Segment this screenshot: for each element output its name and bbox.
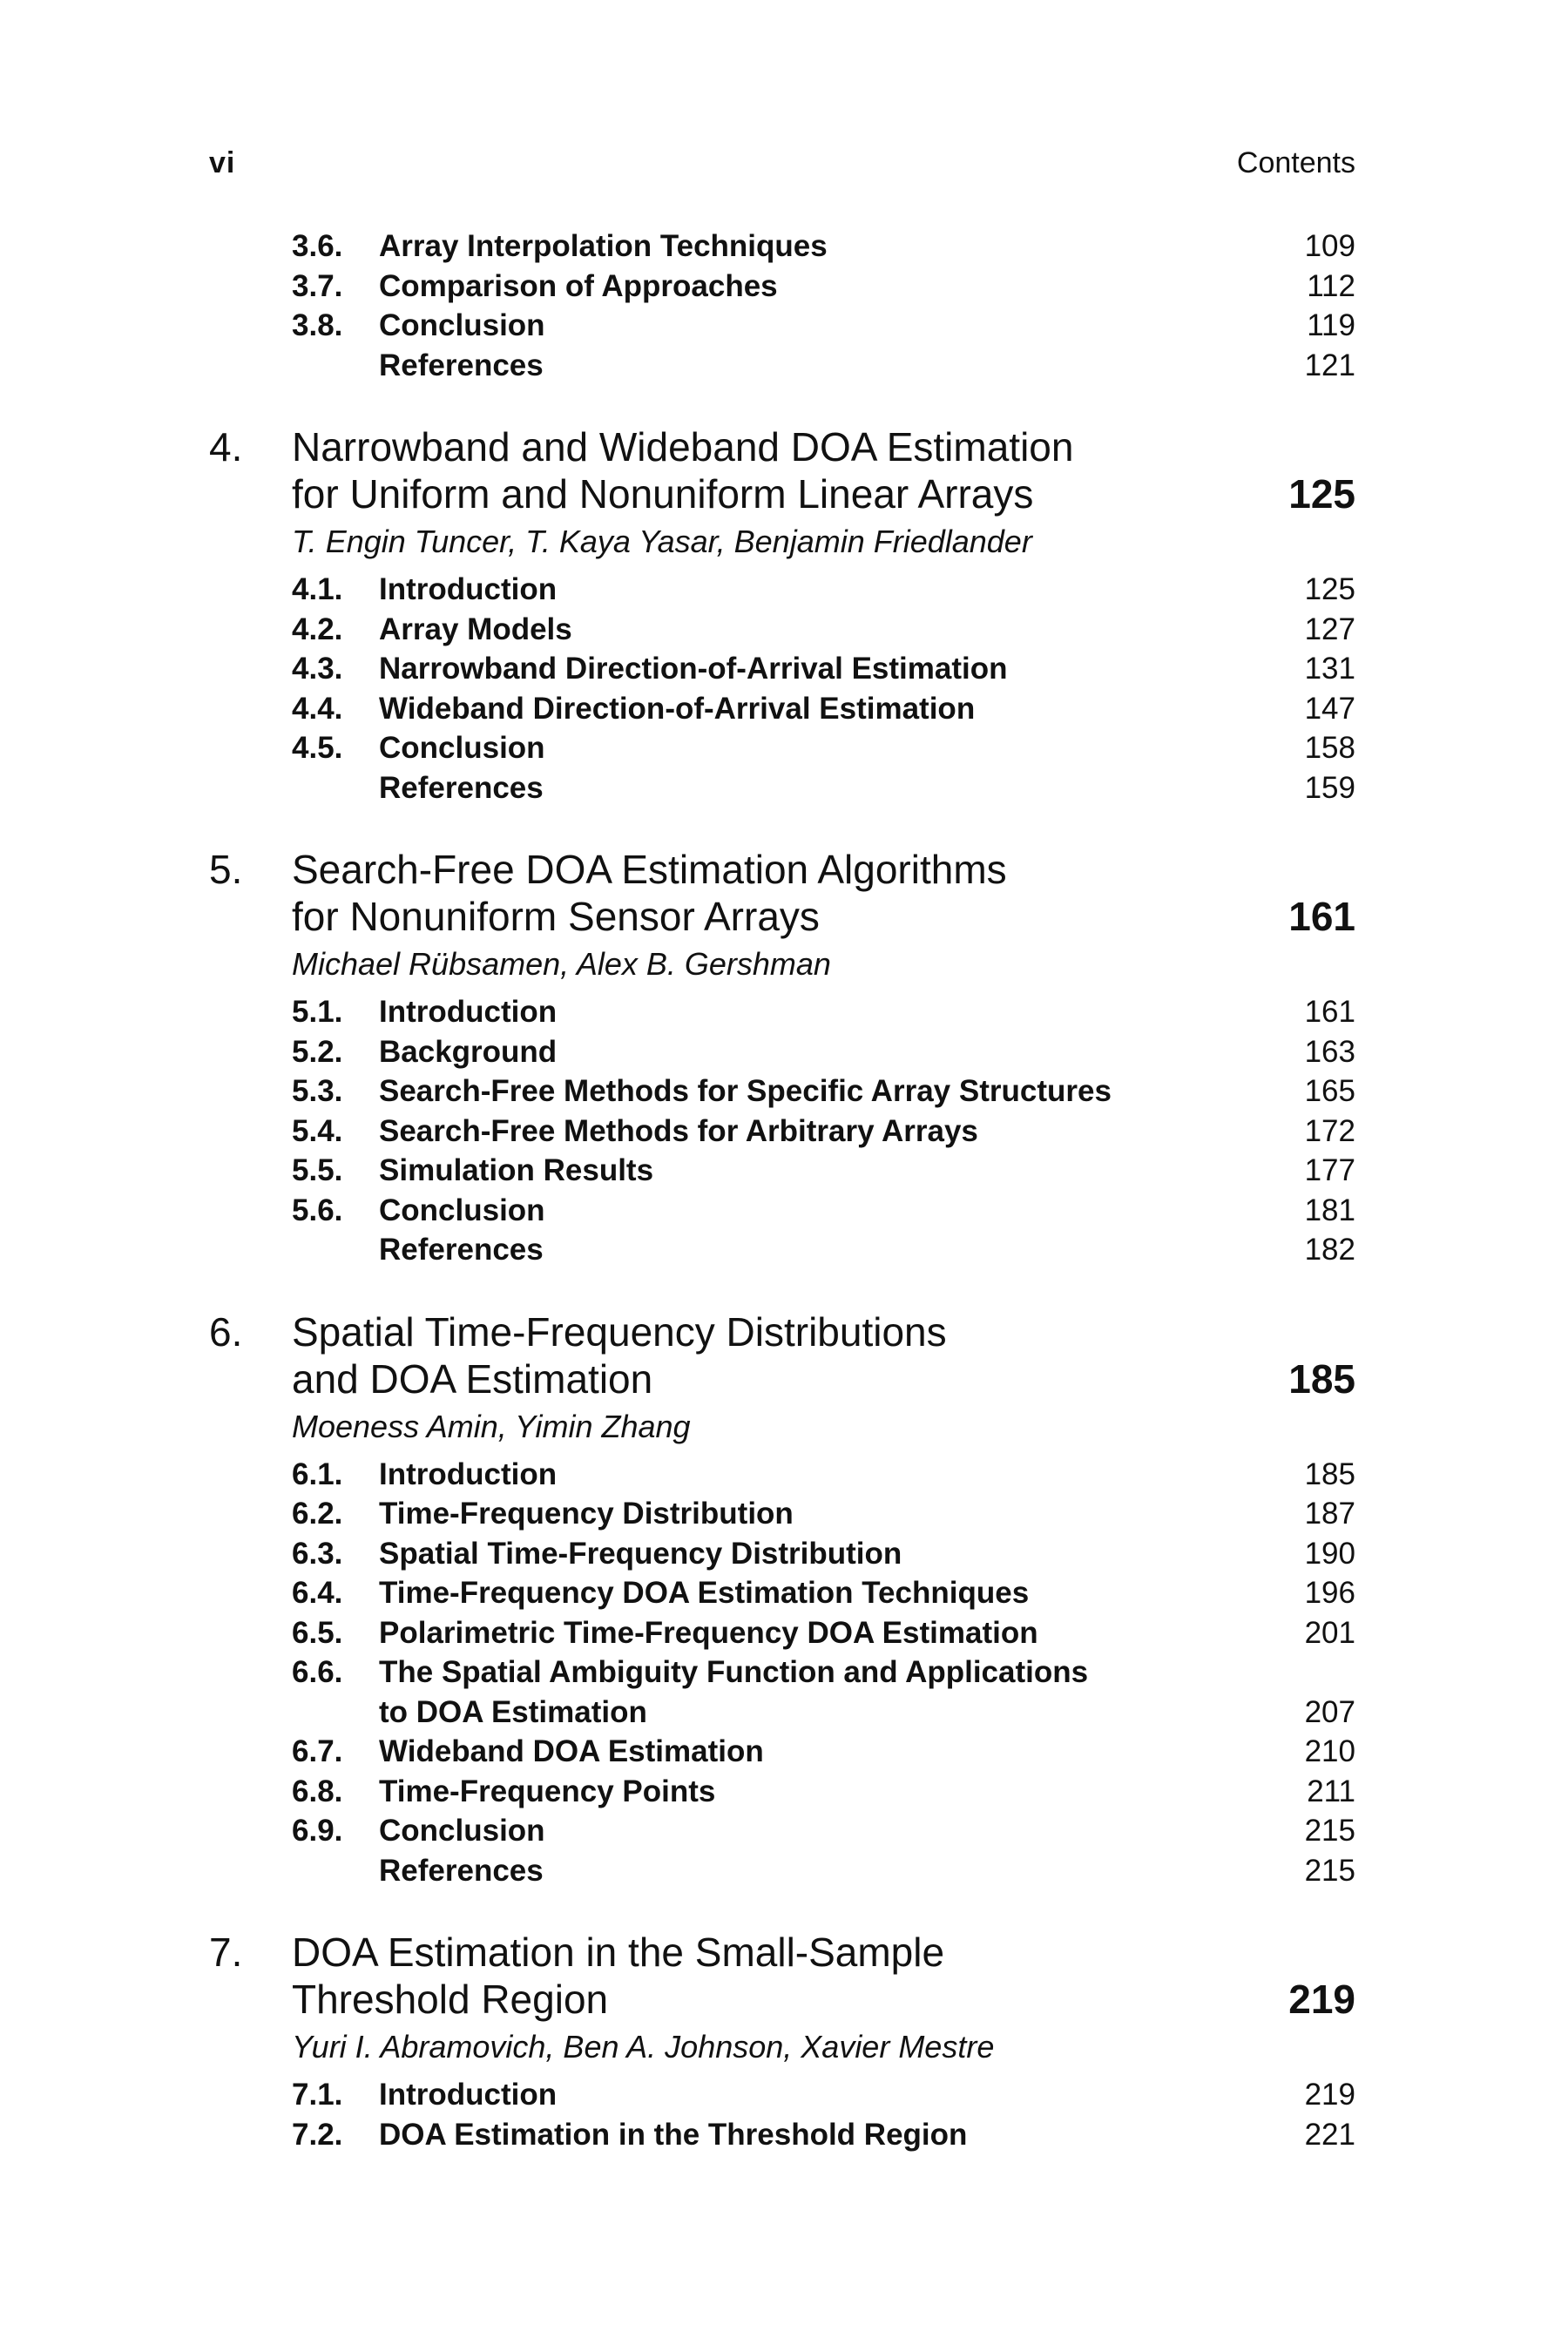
chapter-title-row — [292, 423, 1355, 517]
section-title: References — [379, 770, 544, 805]
chapter-title-line: and DOA Estimation — [292, 1355, 653, 1402]
section-number: 3.6. — [292, 229, 343, 263]
chapter-sections — [209, 2075, 1355, 2154]
section-title: References — [379, 1233, 544, 1267]
chapter-title-line: DOA Estimation in the Small-Sample — [292, 1930, 945, 1975]
section-number: 6.5. — [292, 1615, 343, 1650]
toc-section-row — [209, 346, 1355, 386]
chapter-sections — [209, 992, 1355, 1270]
section-page: 211 — [1307, 1774, 1355, 1808]
chapter-title-line: Narrowband and Wideband DOA Estimation — [292, 424, 1074, 470]
section-number: 5.6. — [292, 1193, 343, 1227]
section-number: 4.2. — [292, 612, 343, 646]
section-number: 6.7. — [292, 1734, 343, 1768]
toc-section-row — [209, 1032, 1355, 1072]
section-title: Wideband Direction-of-Arrival Estimation — [379, 691, 976, 726]
chapter-entry — [209, 1929, 1355, 2154]
toc-section-row — [209, 2115, 1355, 2155]
chapter-page: 219 — [1288, 1977, 1355, 2022]
section-number: 4.1. — [292, 572, 343, 606]
chapter-title-line: Spatial Time-Frequency Distributions — [292, 1308, 947, 1355]
section-page: 177 — [1304, 1153, 1355, 1187]
chapter-authors: Michael Rübsamen, Alex B. Gershman — [292, 946, 831, 982]
section-title: Simulation Results — [379, 1153, 654, 1187]
toc-section-row — [209, 728, 1355, 768]
section-page: 215 — [1304, 1814, 1355, 1848]
chapter-title — [292, 1308, 1251, 1402]
chapter-sections — [209, 1455, 1355, 1891]
section-page: 221 — [1304, 2117, 1355, 2152]
toc-section-row — [209, 1851, 1355, 1891]
chapter-page: 185 — [1288, 1355, 1355, 1402]
toc-section-row — [209, 570, 1355, 610]
section-title: Conclusion — [379, 308, 545, 342]
section-title: References — [379, 348, 544, 382]
section-title: Introduction — [379, 1456, 558, 1491]
chapter-title-line: for Uniform and Nonuniform Linear Arrays — [292, 471, 1034, 517]
section-title: Polarimetric Time-Frequency DOA Estimation — [379, 1615, 1038, 1650]
chapter-page: 125 — [1288, 471, 1355, 517]
chapter-sections — [209, 570, 1355, 808]
section-title: Conclusion — [379, 731, 545, 765]
chapter-heading — [209, 423, 1355, 808]
toc-section-row — [209, 1191, 1355, 1231]
section-page: 125 — [1304, 572, 1355, 606]
toc-section-row — [209, 1151, 1355, 1191]
section-number: 6.4. — [292, 1576, 343, 1610]
toc-section-row — [209, 1534, 1355, 1574]
section-page: 147 — [1304, 691, 1355, 726]
chapter-authors: Yuri I. Abramovich, Ben A. Johnson, Xavier Mestre — [292, 2029, 995, 2065]
chapter-body — [292, 423, 1355, 808]
toc-section-row — [209, 1772, 1355, 1812]
section-number: 5.4. — [292, 1113, 343, 1148]
chapter-body — [292, 1308, 1355, 1891]
toc-section-row — [209, 1494, 1355, 1534]
chapter-title-line: for Nonuniform Sensor Arrays — [292, 894, 820, 939]
section-title: Introduction — [379, 995, 558, 1029]
chapter-title-row — [292, 846, 1355, 940]
section-number: 3.8. — [292, 308, 343, 342]
chapter-page: 161 — [1288, 894, 1355, 939]
toc-section-row — [209, 1732, 1355, 1772]
chapter-heading — [209, 1929, 1355, 2154]
toc-section-row — [209, 1811, 1355, 1851]
toc-section-row — [209, 1455, 1355, 1495]
section-title: Time-Frequency Points — [379, 1774, 716, 1808]
section-page: 121 — [1304, 348, 1355, 382]
chapter-body — [292, 846, 1355, 1270]
chapter-heading — [209, 846, 1355, 1270]
toc-section-row — [209, 1613, 1355, 1653]
section-title: References — [379, 1853, 544, 1888]
toc-section-row — [209, 689, 1355, 729]
section-page: 190 — [1304, 1536, 1355, 1571]
toc-section-row — [209, 610, 1355, 650]
chapter-title — [292, 423, 1251, 517]
lead-sections — [209, 226, 1355, 385]
section-number: 6.8. — [292, 1774, 343, 1808]
section-page: 201 — [1304, 1615, 1355, 1650]
chapter-title-line: Threshold Region — [292, 1977, 609, 2022]
section-title: Introduction — [379, 572, 558, 606]
section-page: 210 — [1304, 1734, 1355, 1768]
section-title: Search-Free Methods for Specific Array Structures — [379, 1074, 1112, 1108]
chapter-entry — [209, 423, 1355, 808]
section-number: 6.3. — [292, 1536, 343, 1571]
section-number: 6.1. — [292, 1456, 343, 1491]
section-title: Comparison of Approaches — [379, 268, 778, 303]
toc-section-row — [209, 1071, 1355, 1112]
section-page: 159 — [1304, 770, 1355, 805]
section-title: Time-Frequency DOA Estimation Techniques — [379, 1576, 1030, 1610]
chapter-title — [292, 1929, 1251, 2023]
toc-section-row — [209, 2075, 1355, 2115]
toc-section-row — [209, 1573, 1355, 1613]
chapter-title-row — [292, 1929, 1355, 2023]
chapter-number: 4. — [209, 424, 243, 470]
toc-section-row — [209, 1652, 1355, 1693]
section-number: 6.2. — [292, 1497, 343, 1531]
section-title: Spatial Time-Frequency Distribution — [379, 1536, 902, 1571]
section-page: 172 — [1304, 1113, 1355, 1148]
toc-section-row — [209, 226, 1355, 267]
toc-section-row — [209, 1230, 1355, 1270]
section-page: 112 — [1307, 268, 1355, 303]
section-number: 5.1. — [292, 995, 343, 1029]
section-number: 4.5. — [292, 731, 343, 765]
section-number: 4.3. — [292, 652, 343, 686]
chapter-authors: Moeness Amin, Yimin Zhang — [292, 1408, 691, 1444]
chapter-body — [292, 1929, 1355, 2154]
section-title: Time-Frequency Distribution — [379, 1497, 794, 1531]
toc-section-row — [209, 267, 1355, 307]
page-number-roman: vi — [209, 146, 236, 179]
section-number: 4.4. — [292, 691, 343, 726]
section-number: 7.2. — [292, 2117, 343, 2152]
chapter-title-row — [292, 1308, 1355, 1402]
section-page: 161 — [1304, 995, 1355, 1029]
chapter-authors: T. Engin Tuncer, T. Kaya Yasar, Benjamin Friedlander — [292, 524, 1032, 559]
section-number: 5.2. — [292, 1034, 343, 1069]
section-title: Search-Free Methods for Arbitrary Arrays — [379, 1113, 978, 1148]
section-page: 109 — [1304, 229, 1355, 263]
section-title: The Spatial Ambiguity Function and Applications — [379, 1655, 1089, 1689]
section-page: 187 — [1304, 1497, 1355, 1531]
toc-section-row — [209, 306, 1355, 346]
chapter-entry — [209, 1308, 1355, 1891]
section-page: 181 — [1304, 1193, 1355, 1227]
section-title: Narrowband Direction-of-Arrival Estimation — [379, 652, 1008, 686]
section-page: 182 — [1304, 1233, 1355, 1267]
chapter-number: 6. — [209, 1308, 243, 1355]
toc-section-row — [209, 649, 1355, 689]
section-number: 6.9. — [292, 1814, 343, 1848]
running-header: Contents — [1236, 146, 1355, 179]
section-page: 119 — [1307, 308, 1355, 342]
section-title: Array Interpolation Techniques — [379, 229, 828, 263]
section-title: Background — [379, 1034, 558, 1069]
toc-section-row — [209, 1112, 1355, 1152]
section-title: Introduction — [379, 2078, 558, 2112]
section-number: 5.3. — [292, 1074, 343, 1108]
section-page: 127 — [1304, 612, 1355, 646]
section-page: 158 — [1304, 731, 1355, 765]
section-number: 5.5. — [292, 1153, 343, 1187]
section-title: Wideband DOA Estimation — [379, 1734, 764, 1768]
toc-section-row — [209, 992, 1355, 1032]
chapter-title-line: Search-Free DOA Estimation Algorithms — [292, 847, 1007, 892]
section-number: 7.1. — [292, 2078, 343, 2112]
toc-section-row — [209, 1693, 1355, 1733]
chapter-number: 5. — [209, 847, 243, 892]
toc-section-row — [209, 768, 1355, 808]
section-page: 185 — [1304, 1456, 1355, 1491]
chapter-title — [292, 846, 1251, 940]
section-page: 165 — [1304, 1074, 1355, 1108]
section-page: 131 — [1304, 652, 1355, 686]
section-page: 163 — [1304, 1034, 1355, 1069]
section-title: Array Models — [379, 612, 572, 646]
chapter-entry — [209, 846, 1355, 1270]
chapter-number: 7. — [209, 1930, 243, 1975]
section-title: to DOA Estimation — [379, 1694, 647, 1729]
section-page: 219 — [1304, 2078, 1355, 2112]
table-of-contents — [209, 226, 1355, 2193]
section-title: DOA Estimation in the Threshold Region — [379, 2117, 968, 2152]
section-page: 196 — [1304, 1576, 1355, 1610]
section-number: 6.6. — [292, 1655, 343, 1689]
section-page: 207 — [1304, 1694, 1355, 1729]
section-number: 3.7. — [292, 268, 343, 303]
section-title: Conclusion — [379, 1193, 545, 1227]
section-title: Conclusion — [379, 1814, 545, 1848]
section-page: 215 — [1304, 1853, 1355, 1888]
chapter-heading — [209, 1308, 1355, 1891]
